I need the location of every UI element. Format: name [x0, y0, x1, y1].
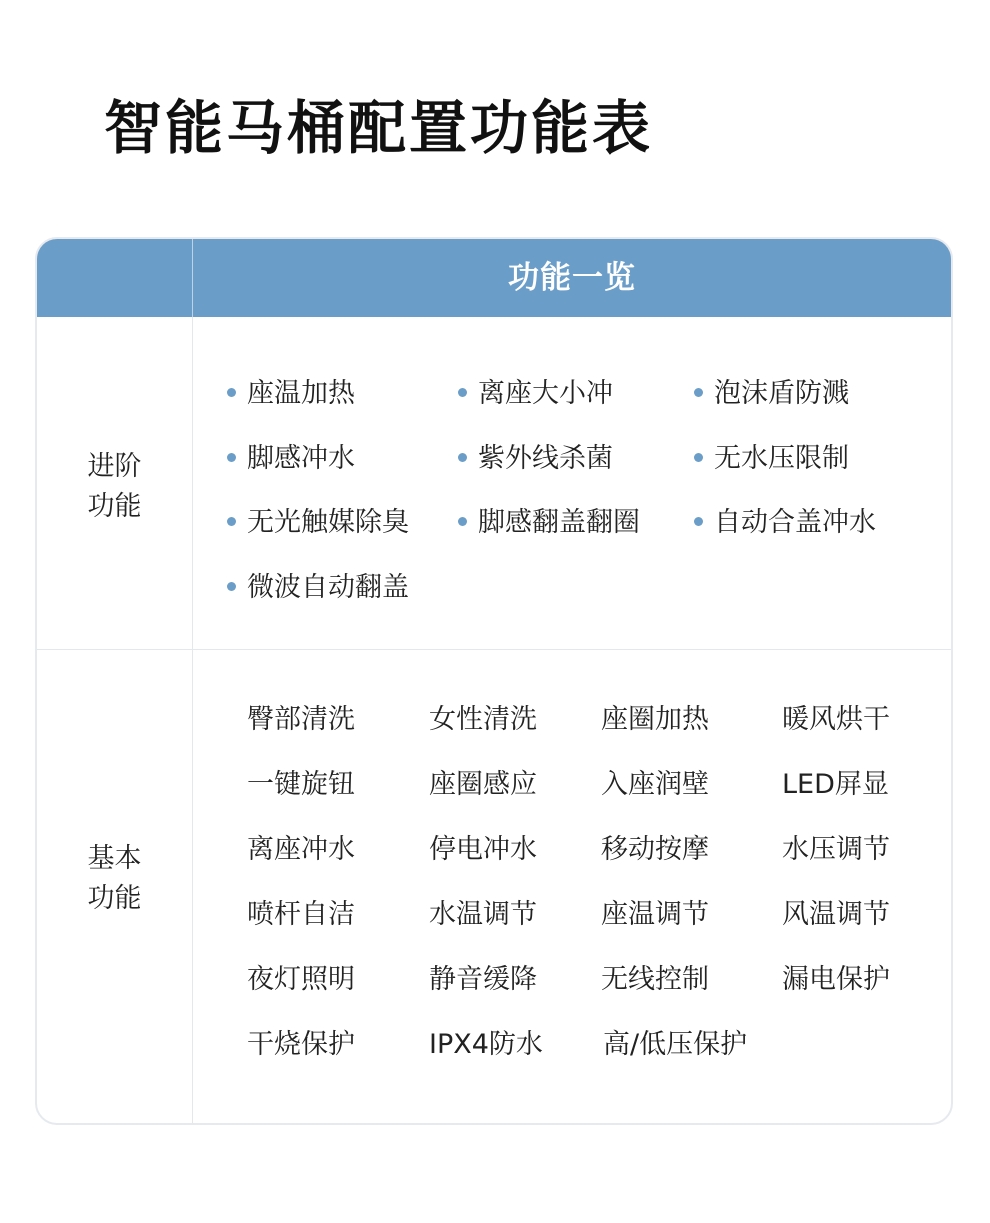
advanced-feature-item	[694, 441, 849, 477]
advanced-feature-item	[227, 441, 355, 477]
advanced-feature-item	[458, 441, 613, 477]
basic-feature-item: IPX4防水	[429, 1029, 543, 1060]
basic-feature-item: 高/低压保护	[603, 1029, 748, 1060]
bullet-dot-icon	[227, 388, 236, 397]
basic-feature-item: 漏电保护	[782, 964, 890, 995]
advanced-label-line1: 进阶	[87, 451, 142, 482]
advanced-feature-item	[458, 505, 640, 541]
advanced-features-label	[37, 447, 192, 527]
advanced-feature-text: 无水压限制	[714, 443, 849, 474]
advanced-feature-text: 座温加热	[247, 378, 355, 409]
bullet-dot-icon	[694, 453, 703, 462]
basic-feature-item: 无线控制	[601, 964, 709, 995]
advanced-feature-item	[227, 376, 355, 412]
table-header-title: 功能一览	[508, 260, 636, 296]
advanced-feature-item	[458, 376, 613, 412]
basic-feature-item: 静音缓降	[429, 964, 537, 995]
advanced-feature-text: 脚感冲水	[247, 443, 355, 474]
basic-feature-item: 暖风烘干	[782, 704, 890, 735]
advanced-feature-text: 泡沫盾防溅	[714, 378, 849, 409]
advanced-feature-text: 紫外线杀菌	[478, 443, 613, 474]
basic-label-line2: 功能	[87, 883, 142, 914]
bullet-dot-icon	[227, 453, 236, 462]
basic-feature-item: LED屏显	[782, 769, 889, 800]
basic-feature-item: 停电冲水	[429, 834, 537, 865]
basic-feature-item: 移动按摩	[601, 834, 709, 865]
basic-label-line1: 基本	[87, 843, 142, 874]
basic-features-label	[37, 839, 192, 919]
basic-feature-item: 喷杆自洁	[247, 899, 355, 930]
bullet-dot-icon	[458, 517, 467, 526]
page-title: 智能马桶配置功能表	[104, 94, 654, 162]
basic-feature-item: 座温调节	[601, 899, 709, 930]
basic-feature-item: 臀部清洗	[247, 704, 355, 735]
table-header	[37, 239, 951, 317]
basic-feature-item: 风温调节	[782, 899, 890, 930]
basic-feature-item: 座圈加热	[601, 704, 709, 735]
advanced-feature-text: 无光触媒除臭	[247, 507, 409, 538]
basic-feature-item: 干烧保护	[247, 1029, 355, 1060]
advanced-feature-text: 脚感翻盖翻圈	[478, 507, 640, 538]
basic-feature-item: 女性清洗	[429, 704, 537, 735]
basic-feature-item: 水压调节	[782, 834, 890, 865]
basic-feature-item: 入座润壁	[601, 769, 709, 800]
bullet-dot-icon	[227, 582, 236, 591]
advanced-feature-item	[227, 570, 409, 606]
column-divider	[192, 317, 193, 1123]
basic-feature-item: 水温调节	[429, 899, 537, 930]
advanced-label-line2: 功能	[87, 491, 142, 522]
basic-feature-item: 座圈感应	[429, 769, 537, 800]
advanced-feature-text: 离座大小冲	[478, 378, 613, 409]
advanced-feature-item	[694, 505, 876, 541]
bullet-dot-icon	[694, 517, 703, 526]
bullet-dot-icon	[227, 517, 236, 526]
advanced-feature-item	[227, 505, 409, 541]
bullet-dot-icon	[458, 388, 467, 397]
advanced-feature-item	[694, 376, 849, 412]
bullet-dot-icon	[458, 453, 467, 462]
advanced-feature-text: 自动合盖冲水	[714, 507, 876, 538]
advanced-feature-text: 微波自动翻盖	[247, 572, 409, 603]
feature-table	[35, 237, 953, 1125]
basic-feature-item: 一键旋钮	[247, 769, 355, 800]
bullet-dot-icon	[694, 388, 703, 397]
row-divider	[37, 649, 951, 650]
basic-feature-item: 夜灯照明	[247, 964, 355, 995]
basic-feature-item: 离座冲水	[247, 834, 355, 865]
